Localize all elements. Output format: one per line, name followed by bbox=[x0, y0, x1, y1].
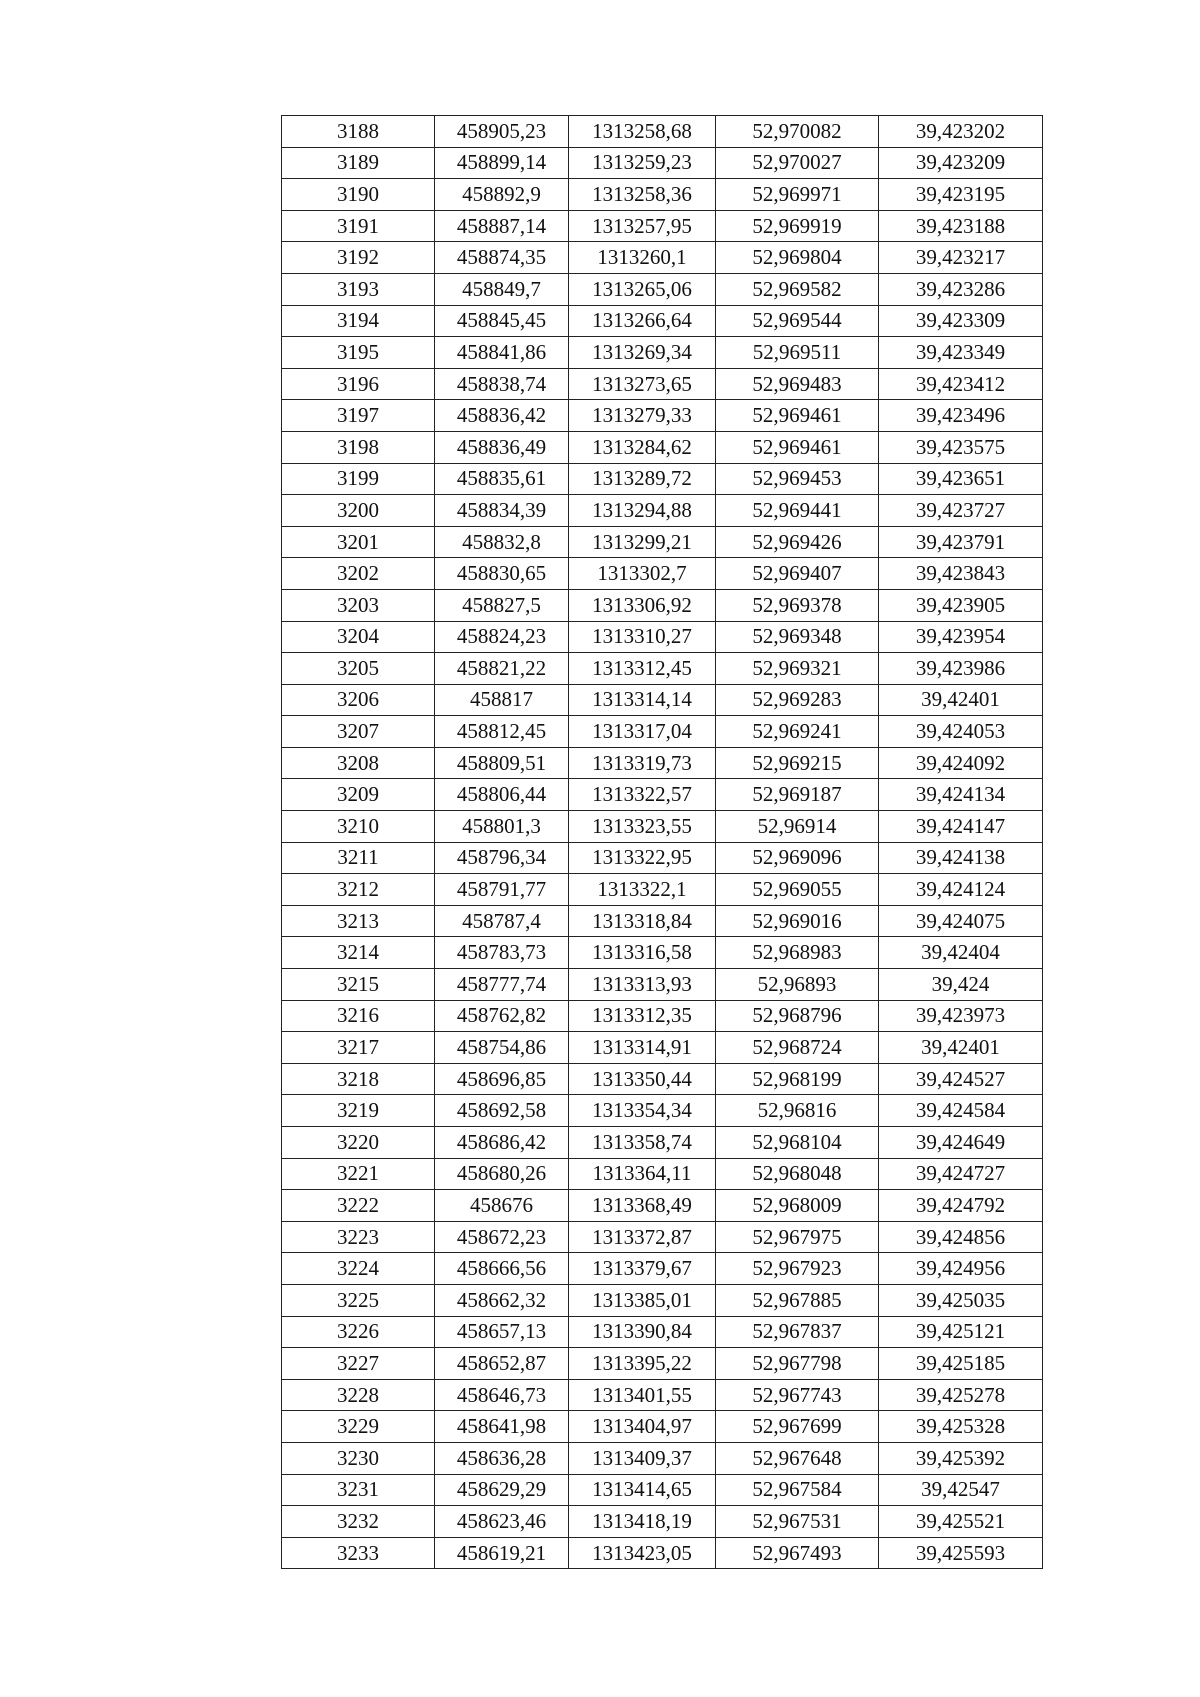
table-row bbox=[282, 1379, 1043, 1411]
longitude-cell: 39,42404 bbox=[879, 937, 1043, 969]
y-coordinate-cell: 1313260,1 bbox=[569, 242, 716, 274]
latitude-cell: 52,968724 bbox=[716, 1032, 879, 1064]
table-row bbox=[282, 969, 1043, 1001]
point-number-cell: 3216 bbox=[282, 1000, 435, 1032]
y-coordinate-cell: 1313423,05 bbox=[569, 1537, 716, 1569]
longitude-cell: 39,423843 bbox=[879, 558, 1043, 590]
longitude-cell: 39,424956 bbox=[879, 1253, 1043, 1285]
y-coordinate-cell: 1313310,27 bbox=[569, 621, 716, 653]
x-coordinate-cell: 458676 bbox=[435, 1190, 569, 1222]
point-number-cell: 3200 bbox=[282, 495, 435, 527]
latitude-cell: 52,969426 bbox=[716, 526, 879, 558]
x-coordinate-cell: 458629,29 bbox=[435, 1474, 569, 1506]
y-coordinate-cell: 1313258,68 bbox=[569, 116, 716, 148]
x-coordinate-cell: 458636,28 bbox=[435, 1442, 569, 1474]
x-coordinate-cell: 458696,85 bbox=[435, 1063, 569, 1095]
longitude-cell: 39,424 bbox=[879, 969, 1043, 1001]
y-coordinate-cell: 1313390,84 bbox=[569, 1316, 716, 1348]
y-coordinate-cell: 1313368,49 bbox=[569, 1190, 716, 1222]
x-coordinate-cell: 458821,22 bbox=[435, 653, 569, 685]
y-coordinate-cell: 1313414,65 bbox=[569, 1474, 716, 1506]
y-coordinate-cell: 1313322,95 bbox=[569, 842, 716, 874]
latitude-cell: 52,967975 bbox=[716, 1221, 879, 1253]
y-coordinate-cell: 1313404,97 bbox=[569, 1411, 716, 1443]
table-row bbox=[282, 1474, 1043, 1506]
y-coordinate-cell: 1313354,34 bbox=[569, 1095, 716, 1127]
longitude-cell: 39,423349 bbox=[879, 337, 1043, 369]
latitude-cell: 52,968009 bbox=[716, 1190, 879, 1222]
point-number-cell: 3199 bbox=[282, 463, 435, 495]
longitude-cell: 39,425035 bbox=[879, 1284, 1043, 1316]
longitude-cell: 39,423188 bbox=[879, 210, 1043, 242]
table-row bbox=[282, 811, 1043, 843]
latitude-cell: 52,967798 bbox=[716, 1348, 879, 1380]
latitude-cell: 52,967493 bbox=[716, 1537, 879, 1569]
longitude-cell: 39,423195 bbox=[879, 179, 1043, 211]
x-coordinate-cell: 458824,23 bbox=[435, 621, 569, 653]
latitude-cell: 52,970082 bbox=[716, 116, 879, 148]
longitude-cell: 39,424075 bbox=[879, 905, 1043, 937]
table-row bbox=[282, 242, 1043, 274]
table-row bbox=[282, 400, 1043, 432]
y-coordinate-cell: 1313279,33 bbox=[569, 400, 716, 432]
point-number-cell: 3222 bbox=[282, 1190, 435, 1222]
table-row bbox=[282, 1537, 1043, 1569]
x-coordinate-cell: 458646,73 bbox=[435, 1379, 569, 1411]
longitude-cell: 39,424092 bbox=[879, 747, 1043, 779]
point-number-cell: 3221 bbox=[282, 1158, 435, 1190]
y-coordinate-cell: 1313257,95 bbox=[569, 210, 716, 242]
y-coordinate-cell: 1313379,67 bbox=[569, 1253, 716, 1285]
longitude-cell: 39,425521 bbox=[879, 1506, 1043, 1538]
table-row bbox=[282, 1127, 1043, 1159]
table-row bbox=[282, 1506, 1043, 1538]
latitude-cell: 52,969321 bbox=[716, 653, 879, 685]
point-number-cell: 3231 bbox=[282, 1474, 435, 1506]
y-coordinate-cell: 1313317,04 bbox=[569, 716, 716, 748]
latitude-cell: 52,969919 bbox=[716, 210, 879, 242]
y-coordinate-cell: 1313418,19 bbox=[569, 1506, 716, 1538]
y-coordinate-cell: 1313385,01 bbox=[569, 1284, 716, 1316]
point-number-cell: 3197 bbox=[282, 400, 435, 432]
point-number-cell: 3228 bbox=[282, 1379, 435, 1411]
longitude-cell: 39,424856 bbox=[879, 1221, 1043, 1253]
latitude-cell: 52,967743 bbox=[716, 1379, 879, 1411]
y-coordinate-cell: 1313302,7 bbox=[569, 558, 716, 590]
point-number-cell: 3219 bbox=[282, 1095, 435, 1127]
table-row bbox=[282, 716, 1043, 748]
table-row bbox=[282, 1253, 1043, 1285]
point-number-cell: 3208 bbox=[282, 747, 435, 779]
y-coordinate-cell: 1313284,62 bbox=[569, 431, 716, 463]
latitude-cell: 52,969804 bbox=[716, 242, 879, 274]
y-coordinate-cell: 1313294,88 bbox=[569, 495, 716, 527]
longitude-cell: 39,423286 bbox=[879, 273, 1043, 305]
x-coordinate-cell: 458899,14 bbox=[435, 147, 569, 179]
table-row bbox=[282, 1316, 1043, 1348]
longitude-cell: 39,425278 bbox=[879, 1379, 1043, 1411]
point-number-cell: 3233 bbox=[282, 1537, 435, 1569]
y-coordinate-cell: 1313395,22 bbox=[569, 1348, 716, 1380]
longitude-cell: 39,424649 bbox=[879, 1127, 1043, 1159]
latitude-cell: 52,968983 bbox=[716, 937, 879, 969]
point-number-cell: 3229 bbox=[282, 1411, 435, 1443]
x-coordinate-cell: 458838,74 bbox=[435, 368, 569, 400]
table-row bbox=[282, 116, 1043, 148]
longitude-cell: 39,423727 bbox=[879, 495, 1043, 527]
y-coordinate-cell: 1313322,1 bbox=[569, 874, 716, 906]
latitude-cell: 52,967885 bbox=[716, 1284, 879, 1316]
x-coordinate-cell: 458830,65 bbox=[435, 558, 569, 590]
table-row bbox=[282, 1032, 1043, 1064]
x-coordinate-cell: 458806,44 bbox=[435, 779, 569, 811]
x-coordinate-cell: 458657,13 bbox=[435, 1316, 569, 1348]
longitude-cell: 39,425593 bbox=[879, 1537, 1043, 1569]
x-coordinate-cell: 458666,56 bbox=[435, 1253, 569, 1285]
longitude-cell: 39,424138 bbox=[879, 842, 1043, 874]
y-coordinate-cell: 1313314,14 bbox=[569, 684, 716, 716]
x-coordinate-cell: 458777,74 bbox=[435, 969, 569, 1001]
y-coordinate-cell: 1313306,92 bbox=[569, 589, 716, 621]
longitude-cell: 39,424792 bbox=[879, 1190, 1043, 1222]
longitude-cell: 39,425392 bbox=[879, 1442, 1043, 1474]
point-number-cell: 3230 bbox=[282, 1442, 435, 1474]
latitude-cell: 52,969511 bbox=[716, 337, 879, 369]
point-number-cell: 3214 bbox=[282, 937, 435, 969]
table-row bbox=[282, 842, 1043, 874]
latitude-cell: 52,969971 bbox=[716, 179, 879, 211]
x-coordinate-cell: 458796,34 bbox=[435, 842, 569, 874]
y-coordinate-cell: 1313273,65 bbox=[569, 368, 716, 400]
table-row bbox=[282, 147, 1043, 179]
x-coordinate-cell: 458787,4 bbox=[435, 905, 569, 937]
y-coordinate-cell: 1313364,11 bbox=[569, 1158, 716, 1190]
y-coordinate-cell: 1313350,44 bbox=[569, 1063, 716, 1095]
table-row bbox=[282, 179, 1043, 211]
point-number-cell: 3215 bbox=[282, 969, 435, 1001]
latitude-cell: 52,969016 bbox=[716, 905, 879, 937]
x-coordinate-cell: 458754,86 bbox=[435, 1032, 569, 1064]
longitude-cell: 39,425328 bbox=[879, 1411, 1043, 1443]
y-coordinate-cell: 1313299,21 bbox=[569, 526, 716, 558]
x-coordinate-cell: 458874,35 bbox=[435, 242, 569, 274]
point-number-cell: 3190 bbox=[282, 179, 435, 211]
longitude-cell: 39,42401 bbox=[879, 1032, 1043, 1064]
x-coordinate-cell: 458801,3 bbox=[435, 811, 569, 843]
x-coordinate-cell: 458623,46 bbox=[435, 1506, 569, 1538]
x-coordinate-cell: 458817 bbox=[435, 684, 569, 716]
point-number-cell: 3217 bbox=[282, 1032, 435, 1064]
point-number-cell: 3206 bbox=[282, 684, 435, 716]
point-number-cell: 3188 bbox=[282, 116, 435, 148]
longitude-cell: 39,423575 bbox=[879, 431, 1043, 463]
latitude-cell: 52,969283 bbox=[716, 684, 879, 716]
latitude-cell: 52,96893 bbox=[716, 969, 879, 1001]
latitude-cell: 52,968048 bbox=[716, 1158, 879, 1190]
point-number-cell: 3225 bbox=[282, 1284, 435, 1316]
point-number-cell: 3194 bbox=[282, 305, 435, 337]
longitude-cell: 39,424727 bbox=[879, 1158, 1043, 1190]
x-coordinate-cell: 458652,87 bbox=[435, 1348, 569, 1380]
longitude-cell: 39,423217 bbox=[879, 242, 1043, 274]
y-coordinate-cell: 1313312,35 bbox=[569, 1000, 716, 1032]
latitude-cell: 52,969461 bbox=[716, 431, 879, 463]
x-coordinate-cell: 458812,45 bbox=[435, 716, 569, 748]
latitude-cell: 52,969187 bbox=[716, 779, 879, 811]
table-row bbox=[282, 905, 1043, 937]
longitude-cell: 39,423496 bbox=[879, 400, 1043, 432]
point-number-cell: 3193 bbox=[282, 273, 435, 305]
point-number-cell: 3227 bbox=[282, 1348, 435, 1380]
x-coordinate-cell: 458686,42 bbox=[435, 1127, 569, 1159]
table-row bbox=[282, 526, 1043, 558]
latitude-cell: 52,970027 bbox=[716, 147, 879, 179]
point-number-cell: 3207 bbox=[282, 716, 435, 748]
table-row bbox=[282, 1411, 1043, 1443]
table-row bbox=[282, 779, 1043, 811]
latitude-cell: 52,969378 bbox=[716, 589, 879, 621]
latitude-cell: 52,967699 bbox=[716, 1411, 879, 1443]
table-row bbox=[282, 273, 1043, 305]
y-coordinate-cell: 1313372,87 bbox=[569, 1221, 716, 1253]
table-row bbox=[282, 1284, 1043, 1316]
latitude-cell: 52,969483 bbox=[716, 368, 879, 400]
point-number-cell: 3203 bbox=[282, 589, 435, 621]
longitude-cell: 39,423954 bbox=[879, 621, 1043, 653]
x-coordinate-cell: 458887,14 bbox=[435, 210, 569, 242]
table-row bbox=[282, 1348, 1043, 1380]
y-coordinate-cell: 1313316,58 bbox=[569, 937, 716, 969]
latitude-cell: 52,969096 bbox=[716, 842, 879, 874]
longitude-cell: 39,425185 bbox=[879, 1348, 1043, 1380]
latitude-cell: 52,967531 bbox=[716, 1506, 879, 1538]
y-coordinate-cell: 1313323,55 bbox=[569, 811, 716, 843]
point-number-cell: 3218 bbox=[282, 1063, 435, 1095]
x-coordinate-cell: 458680,26 bbox=[435, 1158, 569, 1190]
x-coordinate-cell: 458835,61 bbox=[435, 463, 569, 495]
longitude-cell: 39,424147 bbox=[879, 811, 1043, 843]
table-row bbox=[282, 1063, 1043, 1095]
point-number-cell: 3220 bbox=[282, 1127, 435, 1159]
table-row bbox=[282, 495, 1043, 527]
latitude-cell: 52,969441 bbox=[716, 495, 879, 527]
point-number-cell: 3201 bbox=[282, 526, 435, 558]
point-number-cell: 3212 bbox=[282, 874, 435, 906]
y-coordinate-cell: 1313358,74 bbox=[569, 1127, 716, 1159]
point-number-cell: 3209 bbox=[282, 779, 435, 811]
table-row bbox=[282, 1000, 1043, 1032]
x-coordinate-cell: 458809,51 bbox=[435, 747, 569, 779]
latitude-cell: 52,969215 bbox=[716, 747, 879, 779]
longitude-cell: 39,423791 bbox=[879, 526, 1043, 558]
table-row bbox=[282, 1095, 1043, 1127]
x-coordinate-cell: 458849,7 bbox=[435, 273, 569, 305]
table-row bbox=[282, 431, 1043, 463]
x-coordinate-cell: 458832,8 bbox=[435, 526, 569, 558]
point-number-cell: 3191 bbox=[282, 210, 435, 242]
table-row bbox=[282, 1158, 1043, 1190]
point-number-cell: 3189 bbox=[282, 147, 435, 179]
latitude-cell: 52,969544 bbox=[716, 305, 879, 337]
table-row bbox=[282, 589, 1043, 621]
table-row bbox=[282, 684, 1043, 716]
x-coordinate-cell: 458836,42 bbox=[435, 400, 569, 432]
latitude-cell: 52,969241 bbox=[716, 716, 879, 748]
x-coordinate-cell: 458619,21 bbox=[435, 1537, 569, 1569]
latitude-cell: 52,968199 bbox=[716, 1063, 879, 1095]
latitude-cell: 52,969407 bbox=[716, 558, 879, 590]
point-number-cell: 3210 bbox=[282, 811, 435, 843]
table-row bbox=[282, 1442, 1043, 1474]
x-coordinate-cell: 458836,49 bbox=[435, 431, 569, 463]
longitude-cell: 39,423309 bbox=[879, 305, 1043, 337]
longitude-cell: 39,423209 bbox=[879, 147, 1043, 179]
table-row bbox=[282, 747, 1043, 779]
latitude-cell: 52,968104 bbox=[716, 1127, 879, 1159]
x-coordinate-cell: 458892,9 bbox=[435, 179, 569, 211]
y-coordinate-cell: 1313409,37 bbox=[569, 1442, 716, 1474]
table-row bbox=[282, 368, 1043, 400]
longitude-cell: 39,42401 bbox=[879, 684, 1043, 716]
longitude-cell: 39,424584 bbox=[879, 1095, 1043, 1127]
x-coordinate-cell: 458762,82 bbox=[435, 1000, 569, 1032]
x-coordinate-cell: 458791,77 bbox=[435, 874, 569, 906]
point-number-cell: 3195 bbox=[282, 337, 435, 369]
x-coordinate-cell: 458905,23 bbox=[435, 116, 569, 148]
latitude-cell: 52,968796 bbox=[716, 1000, 879, 1032]
y-coordinate-cell: 1313322,57 bbox=[569, 779, 716, 811]
table-row bbox=[282, 337, 1043, 369]
y-coordinate-cell: 1313259,23 bbox=[569, 147, 716, 179]
coordinate-table bbox=[281, 115, 1043, 1569]
point-number-cell: 3213 bbox=[282, 905, 435, 937]
longitude-cell: 39,423651 bbox=[879, 463, 1043, 495]
longitude-cell: 39,424053 bbox=[879, 716, 1043, 748]
y-coordinate-cell: 1313266,64 bbox=[569, 305, 716, 337]
longitude-cell: 39,425121 bbox=[879, 1316, 1043, 1348]
point-number-cell: 3211 bbox=[282, 842, 435, 874]
point-number-cell: 3232 bbox=[282, 1506, 435, 1538]
point-number-cell: 3202 bbox=[282, 558, 435, 590]
longitude-cell: 39,424124 bbox=[879, 874, 1043, 906]
latitude-cell: 52,969582 bbox=[716, 273, 879, 305]
latitude-cell: 52,96914 bbox=[716, 811, 879, 843]
point-number-cell: 3205 bbox=[282, 653, 435, 685]
point-number-cell: 3198 bbox=[282, 431, 435, 463]
point-number-cell: 3192 bbox=[282, 242, 435, 274]
table-row bbox=[282, 210, 1043, 242]
latitude-cell: 52,96816 bbox=[716, 1095, 879, 1127]
longitude-cell: 39,423973 bbox=[879, 1000, 1043, 1032]
longitude-cell: 39,423202 bbox=[879, 116, 1043, 148]
latitude-cell: 52,967648 bbox=[716, 1442, 879, 1474]
latitude-cell: 52,967923 bbox=[716, 1253, 879, 1285]
x-coordinate-cell: 458845,45 bbox=[435, 305, 569, 337]
x-coordinate-cell: 458641,98 bbox=[435, 1411, 569, 1443]
table-row bbox=[282, 1221, 1043, 1253]
y-coordinate-cell: 1313314,91 bbox=[569, 1032, 716, 1064]
y-coordinate-cell: 1313269,34 bbox=[569, 337, 716, 369]
latitude-cell: 52,969055 bbox=[716, 874, 879, 906]
latitude-cell: 52,967584 bbox=[716, 1474, 879, 1506]
x-coordinate-cell: 458834,39 bbox=[435, 495, 569, 527]
x-coordinate-cell: 458841,86 bbox=[435, 337, 569, 369]
y-coordinate-cell: 1313318,84 bbox=[569, 905, 716, 937]
y-coordinate-cell: 1313312,45 bbox=[569, 653, 716, 685]
table-row bbox=[282, 653, 1043, 685]
y-coordinate-cell: 1313401,55 bbox=[569, 1379, 716, 1411]
longitude-cell: 39,423412 bbox=[879, 368, 1043, 400]
x-coordinate-cell: 458783,73 bbox=[435, 937, 569, 969]
point-number-cell: 3223 bbox=[282, 1221, 435, 1253]
x-coordinate-cell: 458692,58 bbox=[435, 1095, 569, 1127]
table-row bbox=[282, 1190, 1043, 1222]
table-row bbox=[282, 463, 1043, 495]
table-row bbox=[282, 305, 1043, 337]
coordinate-table-body bbox=[282, 116, 1043, 1569]
point-number-cell: 3196 bbox=[282, 368, 435, 400]
longitude-cell: 39,423986 bbox=[879, 653, 1043, 685]
y-coordinate-cell: 1313289,72 bbox=[569, 463, 716, 495]
latitude-cell: 52,969461 bbox=[716, 400, 879, 432]
y-coordinate-cell: 1313265,06 bbox=[569, 273, 716, 305]
x-coordinate-cell: 458827,5 bbox=[435, 589, 569, 621]
latitude-cell: 52,969453 bbox=[716, 463, 879, 495]
table-row bbox=[282, 558, 1043, 590]
table-row bbox=[282, 937, 1043, 969]
x-coordinate-cell: 458662,32 bbox=[435, 1284, 569, 1316]
y-coordinate-cell: 1313258,36 bbox=[569, 179, 716, 211]
longitude-cell: 39,42547 bbox=[879, 1474, 1043, 1506]
table-row bbox=[282, 621, 1043, 653]
point-number-cell: 3226 bbox=[282, 1316, 435, 1348]
x-coordinate-cell: 458672,23 bbox=[435, 1221, 569, 1253]
latitude-cell: 52,969348 bbox=[716, 621, 879, 653]
point-number-cell: 3224 bbox=[282, 1253, 435, 1285]
latitude-cell: 52,967837 bbox=[716, 1316, 879, 1348]
longitude-cell: 39,423905 bbox=[879, 589, 1043, 621]
table-row bbox=[282, 874, 1043, 906]
y-coordinate-cell: 1313319,73 bbox=[569, 747, 716, 779]
y-coordinate-cell: 1313313,93 bbox=[569, 969, 716, 1001]
longitude-cell: 39,424134 bbox=[879, 779, 1043, 811]
longitude-cell: 39,424527 bbox=[879, 1063, 1043, 1095]
point-number-cell: 3204 bbox=[282, 621, 435, 653]
